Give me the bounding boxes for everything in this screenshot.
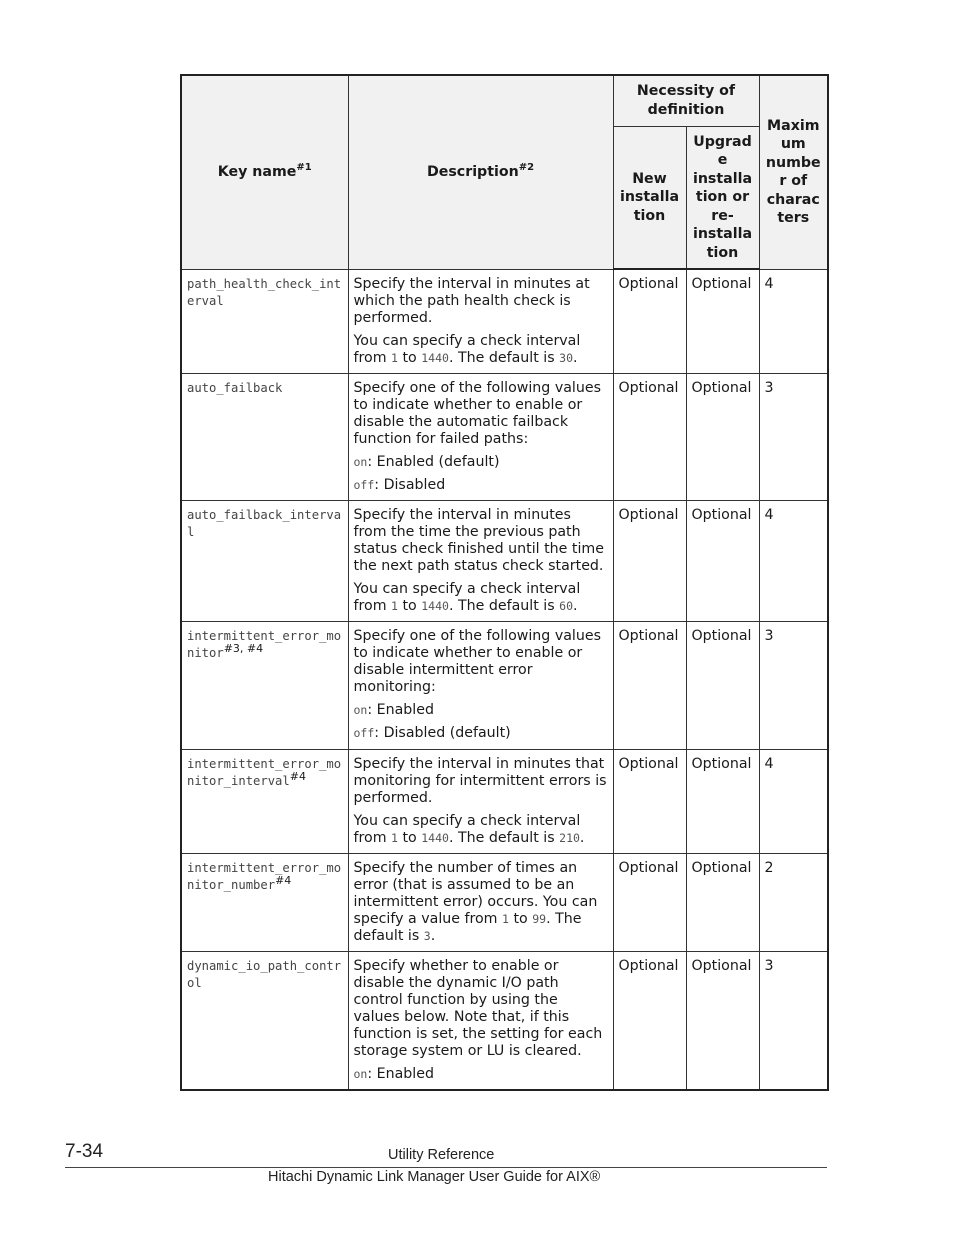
description-text: to <box>508 910 533 927</box>
code-value: 1 <box>391 830 398 845</box>
description-paragraph <box>354 860 608 945</box>
description-text: : Disabled <box>374 476 446 493</box>
new-install-cell: Optional <box>613 500 686 621</box>
description-paragraph <box>354 581 608 615</box>
new-install-cell: Optional <box>613 853 686 951</box>
table-row <box>181 951 828 1090</box>
description-text: . The default is <box>448 349 560 366</box>
page-number: 7-34 <box>65 1141 104 1162</box>
description-paragraph <box>354 702 608 719</box>
footer-book-title: Hitachi Dynamic Link Manager User Guide for AIX® <box>268 1169 601 1185</box>
code-value: 1440 <box>421 830 449 845</box>
code-value: 1440 <box>421 350 449 365</box>
key-name: intermittent_error_monitor_interval <box>187 756 342 788</box>
key-name-cell <box>181 853 348 951</box>
key-name: auto_failback_interval <box>187 507 342 539</box>
upgrade-install-cell: Optional <box>686 853 759 951</box>
header-description: Description$^{\#2}$ <box>348 75 613 269</box>
description-paragraph <box>354 477 608 494</box>
upgrade-install-cell: Optional <box>686 500 759 621</box>
header-necessity: Necessity of definition <box>613 75 759 126</box>
upgrade-install-cell: Optional <box>686 269 759 373</box>
new-install-cell: Optional <box>613 373 686 500</box>
table-row <box>181 269 828 373</box>
description-cell <box>348 621 613 749</box>
upgrade-install-cell: Optional <box>686 951 759 1090</box>
description-text: . The default is <box>448 597 560 614</box>
table-row <box>181 749 828 853</box>
description-text: You can specify a check interval from <box>353 812 581 846</box>
description-text: . <box>573 349 578 366</box>
code-value: on <box>353 454 368 469</box>
max-chars-cell: 3 <box>759 951 828 1090</box>
max-chars-cell: 4 <box>759 269 828 373</box>
key-name: dynamic_io_path_control <box>187 958 342 990</box>
code-value: 1 <box>391 598 398 613</box>
description-paragraph <box>354 454 608 471</box>
description-paragraph <box>354 725 608 742</box>
code-value: 3 <box>423 928 431 943</box>
footer-section-title: Utility Reference <box>388 1147 495 1163</box>
code-value: 30 <box>559 350 573 365</box>
code-value: 99 <box>532 911 547 926</box>
description-cell <box>348 373 613 500</box>
description-text: Specify the number of times an error (that is assumed to be an intermittent error) occurs. You can specify a value from <box>353 859 598 927</box>
max-chars-cell: 3 <box>759 621 828 749</box>
header-new-install: New installa tion <box>613 126 686 269</box>
new-install-cell: Optional <box>613 269 686 373</box>
key-name: intermittent_error_monitor_number <box>187 860 342 892</box>
description-text: . <box>573 597 578 614</box>
description-cell <box>348 269 613 373</box>
key-name-cell <box>181 621 348 749</box>
description-paragraph: Specify the interval in minutes at which the path health check is performed. <box>353 275 590 326</box>
footer-rule <box>65 1167 827 1168</box>
key-definition-table <box>180 74 829 1091</box>
description-text: . The default is <box>448 829 560 846</box>
description-cell <box>348 749 613 853</box>
max-chars-cell: 4 <box>759 500 828 621</box>
new-install-cell: Optional <box>613 621 686 749</box>
table-row <box>181 500 828 621</box>
upgrade-install-cell: Optional <box>686 749 759 853</box>
code-value: 60 <box>559 598 573 613</box>
description-paragraph: Specify one of the following values to indicate whether to enable or disable the automatic failback function for failed paths: <box>353 379 601 447</box>
description-text: to <box>397 349 422 366</box>
description-text: : Enabled <box>367 701 434 718</box>
new-install-cell: Optional <box>613 951 686 1090</box>
description-text: to <box>397 597 422 614</box>
code-value: off <box>353 725 375 740</box>
upgrade-install-cell: Optional <box>686 621 759 749</box>
key-name-cell <box>181 749 348 853</box>
max-chars-cell: 2 <box>759 853 828 951</box>
description-paragraph <box>354 813 608 847</box>
key-name-cell <box>181 500 348 621</box>
code-value: 210 <box>559 830 580 845</box>
description-text: : Disabled (default) <box>374 724 511 741</box>
key-name: path_health_check_interval <box>187 276 342 308</box>
table-row <box>181 853 828 951</box>
max-chars-cell: 3 <box>759 373 828 500</box>
key-footnote: #3, #4 <box>223 641 264 655</box>
code-value: 1 <box>502 911 509 926</box>
description-paragraph: Specify the interval in minutes that monitoring for intermittent errors is performed. <box>353 755 607 806</box>
code-value: 1 <box>391 350 398 365</box>
description-text: . The default is <box>353 910 582 944</box>
description-text: to <box>397 829 422 846</box>
header-max-chars: Maxim um numbe r of charac ters <box>759 75 828 269</box>
description-text: You can specify a check interval from <box>353 580 581 614</box>
table-row <box>181 373 828 500</box>
header-key-name: Key name$^{\#1}$ <box>181 75 348 269</box>
description-text: : Enabled (default) <box>367 453 500 470</box>
code-value: off <box>353 477 375 492</box>
key-name-cell <box>181 269 348 373</box>
description-paragraph <box>354 1066 608 1083</box>
description-text: : Enabled <box>367 1065 434 1082</box>
key-name: intermittent_error_monitor <box>187 628 342 660</box>
table-row <box>181 621 828 749</box>
description-text: . <box>579 829 585 846</box>
description-paragraph: Specify the interval in minutes from the time the previous path status check finished until the time the next path status check started. <box>353 506 604 574</box>
key-footnote: #4 <box>289 769 306 783</box>
description-paragraph <box>354 333 608 367</box>
code-value: on <box>353 702 368 717</box>
description-text: You can specify a check interval from <box>353 332 581 366</box>
code-value: 1440 <box>421 598 449 613</box>
key-footnote: #4 <box>275 873 292 887</box>
upgrade-install-cell: Optional <box>686 373 759 500</box>
description-cell <box>348 500 613 621</box>
key-name-cell <box>181 951 348 1090</box>
header-upgrade: Upgrad e installa tion or re-installa tion <box>686 126 759 269</box>
description-text: . <box>430 927 436 944</box>
key-name-cell <box>181 373 348 500</box>
key-name: auto_failback <box>187 380 283 395</box>
code-value: on <box>353 1066 368 1081</box>
description-paragraph: Specify whether to enable or disable the dynamic I/O path control function by using the values below. Note that, if this function is set, the setting for each storage system or LU is cleared. <box>353 957 603 1059</box>
description-cell <box>348 951 613 1090</box>
max-chars-cell: 4 <box>759 749 828 853</box>
description-cell <box>348 853 613 951</box>
new-install-cell: Optional <box>613 749 686 853</box>
description-paragraph: Specify one of the following values to indicate whether to enable or disable intermittent error monitoring: <box>353 627 601 695</box>
